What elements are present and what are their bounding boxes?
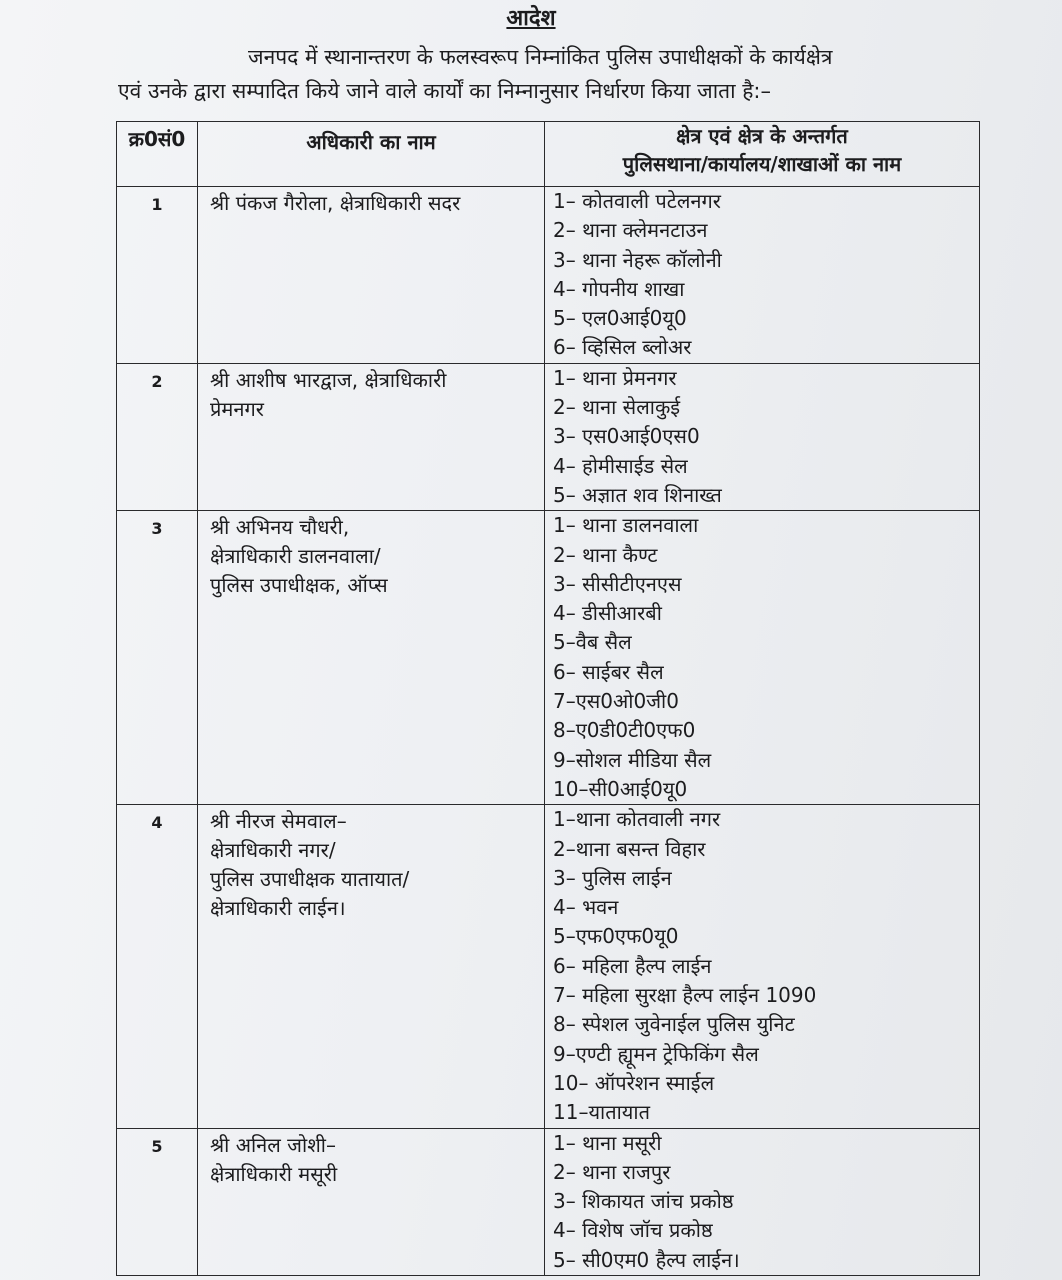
area-item: 2– थाना राजपुर bbox=[553, 1159, 671, 1184]
header-area-line-2: पुलिसथाना/कार्यालय/शाखाओं का नाम bbox=[622, 152, 902, 176]
table-row bbox=[117, 805, 980, 1128]
area-item: 7– महिला सुरक्षा हैल्प लाईन 1090 bbox=[553, 983, 817, 1008]
area-item: 4– डीसीआरबी bbox=[553, 601, 662, 626]
officer-name-line: श्री अभिनय चौधरी, bbox=[210, 515, 350, 540]
area-item: 7–एस0ओ0जी0 bbox=[553, 689, 679, 714]
table-row bbox=[117, 187, 980, 364]
officer-cell bbox=[198, 187, 545, 364]
table-row bbox=[117, 511, 980, 805]
officer-name-line: पुलिस उपाधीक्षक, ऑप्स bbox=[210, 573, 388, 598]
areas-cell bbox=[545, 511, 980, 805]
header-officer: अधिकारी का नाम bbox=[198, 122, 545, 187]
area-item: 3– एस0आई0एस0 bbox=[553, 424, 700, 449]
header-area bbox=[545, 122, 980, 187]
area-item: 1–थाना कोतवाली नगर bbox=[553, 807, 721, 832]
areas-cell bbox=[545, 363, 980, 510]
area-item: 4– विशेष जॉच प्रकोष्ठ bbox=[553, 1218, 713, 1243]
area-item: 9–एण्टी ह्यूमन ट्रेफिकिंग सैल bbox=[553, 1041, 759, 1066]
area-item: 2– थाना क्लेमनटाउन bbox=[553, 218, 708, 243]
officer-name-line: श्री अनिल जोशी– bbox=[210, 1132, 336, 1157]
officer-name-line: श्री नीरज सेमवाल– bbox=[210, 809, 347, 834]
area-item: 4– गोपनीय शाखा bbox=[553, 276, 685, 301]
officer-name-line: क्षेत्राधिकारी नगर/ bbox=[210, 838, 336, 863]
area-item: 4– भवन bbox=[553, 895, 619, 920]
areas-cell bbox=[545, 805, 980, 1128]
area-item: 3– थाना नेहरू कॉलोनी bbox=[553, 247, 722, 272]
serial-cell: 1 bbox=[117, 187, 198, 364]
intro-line-2: एवं उनके द्वारा सम्पादित किये जाने वाले कार्यों का निम्नानुसार निर्धारण किया जाता है:– bbox=[118, 79, 771, 103]
officer-name-line: क्षेत्राधिकारी डालनवाला/ bbox=[210, 544, 381, 569]
area-item: 4– होमीसाईड सेल bbox=[553, 453, 688, 478]
table-row bbox=[117, 363, 980, 510]
area-item: 1– कोतवाली पटेलनगर bbox=[553, 189, 721, 213]
area-item: 6– साईबर सैल bbox=[553, 659, 664, 684]
area-item: 5– अज्ञात शव शिनाख्त bbox=[553, 482, 722, 507]
area-item: 10–सी0आई0यू0 bbox=[553, 776, 688, 801]
intro-paragraph bbox=[118, 40, 988, 108]
officer-name-line: श्री पंकज गैरोला, क्षेत्राधिकारी सदर bbox=[210, 191, 461, 215]
area-item: 2–थाना बसन्त विहार bbox=[553, 836, 706, 861]
document-title: आदेश bbox=[506, 6, 556, 31]
areas-cell bbox=[545, 1128, 980, 1275]
area-item: 3– शिकायत जांच प्रकोष्ठ bbox=[553, 1189, 734, 1214]
serial-cell: 2 bbox=[117, 363, 198, 510]
officer-name-line: श्री आशीष भारद्वाज, क्षेत्राधिकारी bbox=[210, 367, 447, 392]
serial-cell: 3 bbox=[117, 511, 198, 805]
table-row bbox=[117, 1128, 980, 1275]
area-item: 2– थाना कैण्ट bbox=[553, 542, 658, 567]
area-item: 5– सी0एम0 हैल्प लाईन। bbox=[553, 1247, 740, 1272]
area-item: 6– महिला हैल्प लाईन bbox=[553, 953, 712, 978]
area-item: 1– थाना प्रेमनगर bbox=[553, 365, 677, 390]
serial-cell: 5 bbox=[117, 1128, 198, 1275]
area-item: 1– थाना मसूरी bbox=[553, 1130, 662, 1155]
area-item: 8– स्पेशल जुवेनाईल पुलिस युनिट bbox=[553, 1012, 795, 1037]
area-item: 5–एफ0एफ0यू0 bbox=[553, 924, 679, 949]
area-item: 8–ए0डी0टी0एफ0 bbox=[553, 718, 696, 743]
area-item: 11–यातायात bbox=[553, 1100, 650, 1125]
area-item: 9–सोशल मीडिया सैल bbox=[553, 747, 712, 772]
area-item: 2– थाना सेलाकुई bbox=[553, 395, 681, 420]
area-item: 5– एल0आई0यू0 bbox=[553, 306, 687, 331]
area-item: 10– ऑपरेशन स्माईल bbox=[553, 1070, 715, 1095]
officer-name-line: प्रेमनगर bbox=[210, 396, 264, 421]
area-item: 3– पुलिस लाईन bbox=[553, 865, 672, 890]
officer-cell bbox=[198, 1128, 545, 1275]
header-area-line-1: क्षेत्र एवं क्षेत्र के अन्तर्गत bbox=[676, 124, 848, 148]
table-header-row bbox=[117, 122, 980, 187]
officer-cell bbox=[198, 363, 545, 510]
officer-cell bbox=[198, 805, 545, 1128]
area-item: 3– सीसीटीएनएस bbox=[553, 571, 682, 596]
area-item: 1– थाना डालनवाला bbox=[553, 513, 699, 538]
officer-name-line: पुलिस उपाधीक्षक यातायात/ bbox=[210, 867, 410, 892]
officer-cell bbox=[198, 511, 545, 805]
assignment-table bbox=[116, 121, 980, 1276]
header-serial: क्र0सं0 bbox=[117, 122, 198, 187]
area-item: 6– व्हिसिल ब्लोअर bbox=[553, 335, 692, 360]
officer-name-line: क्षेत्राधिकारी लाईन। bbox=[210, 896, 346, 921]
serial-cell: 4 bbox=[117, 805, 198, 1128]
officer-name-line: क्षेत्राधिकारी मसूरी bbox=[210, 1161, 338, 1186]
areas-cell bbox=[545, 187, 980, 364]
intro-line-1: जनपद में स्थानान्तरण के फलस्वरूप निम्नांकित पुलिस उपाधीक्षकों के कार्यक्षेत्र bbox=[248, 45, 833, 69]
area-item: 5–वैब सैल bbox=[553, 630, 632, 655]
